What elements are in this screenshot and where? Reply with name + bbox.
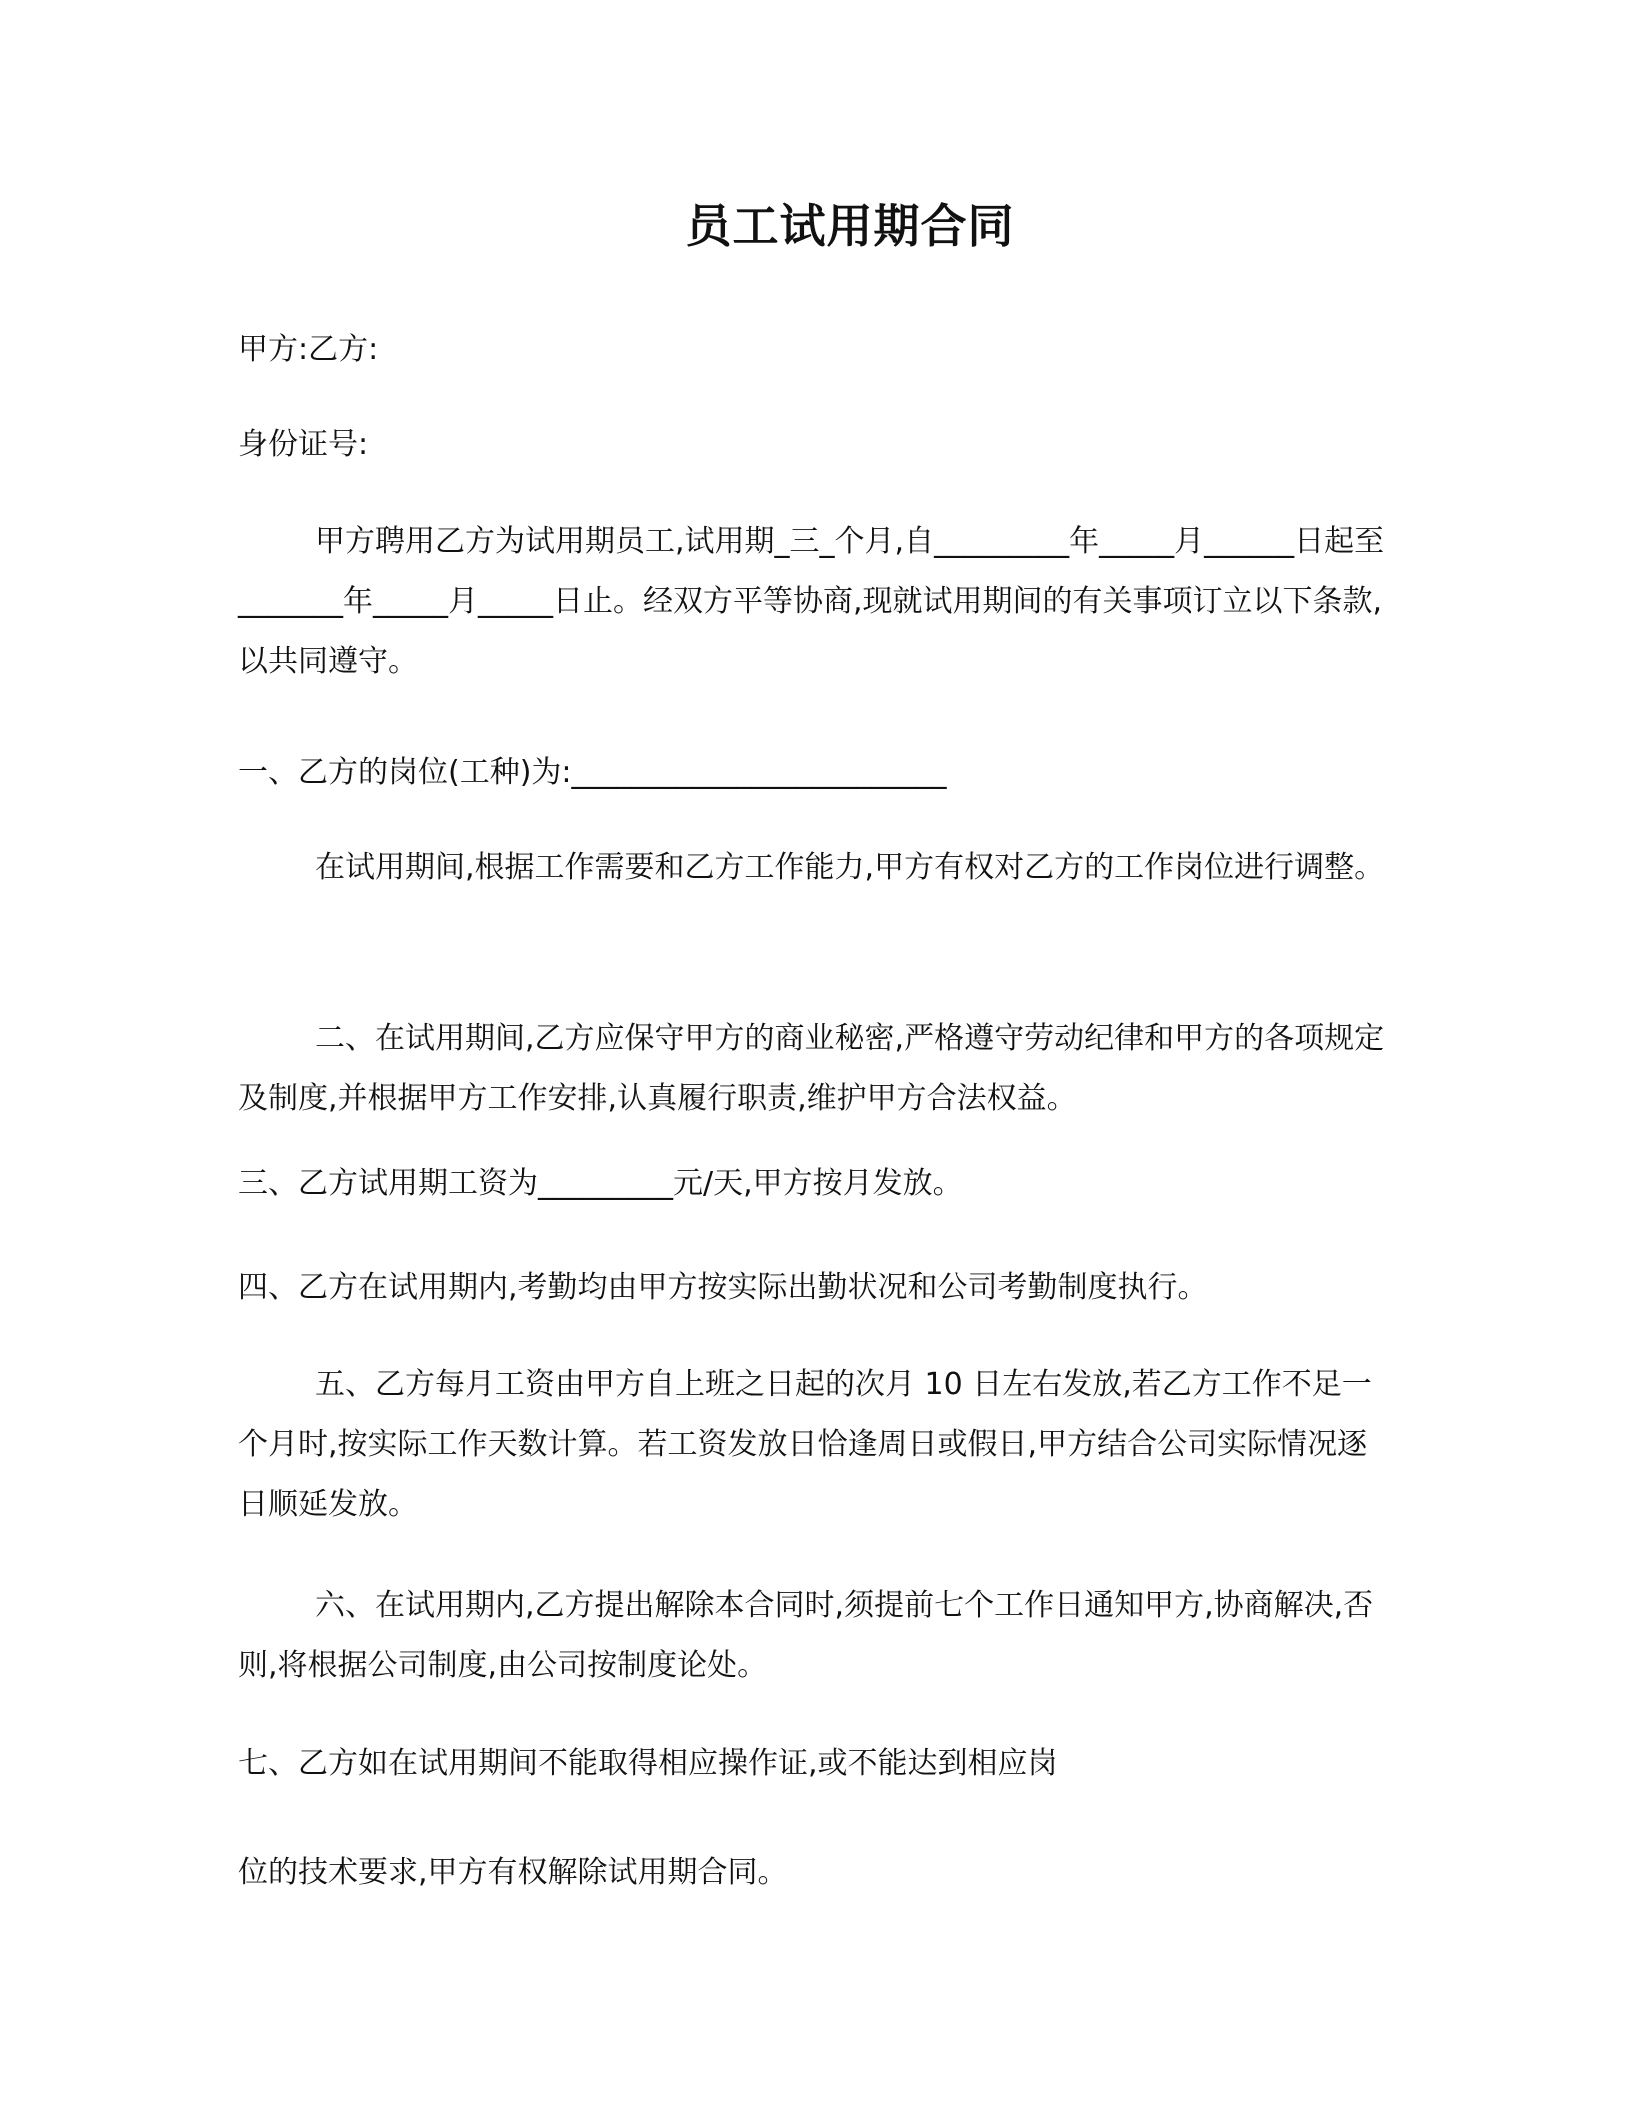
clause-1: 一、乙方的岗位(工种)为:_________________________	[238, 755, 947, 790]
clause-4: 四、乙方在试用期内,考勤均由甲方按实际出勤状况和公司考勤制度执行。	[238, 1270, 1208, 1305]
document-title: 员工试用期合同	[685, 199, 1015, 253]
clause-3: 三、乙方试用期工资为_________元/天,甲方按月发放。	[238, 1166, 963, 1201]
id-number-line: 身份证号:	[238, 427, 369, 462]
clause-6: 六、在试用期内,乙方提出解除本合同时,须提前七个工作日通知甲方,协商解决,否则,将根据公司制度,由公司按制度论处。	[238, 1588, 1374, 1683]
clause-2: 二、在试用期间,乙方应保守甲方的商业秘密,严格遵守劳动纪律和甲方的各项规定及制度,并根据甲方工作安排,认真履行职责,维护甲方合法权益。	[238, 1021, 1385, 1116]
clause-7-line-1: 七、乙方如在试用期间不能取得相应操作证,或不能达到相应岗	[238, 1746, 1058, 1781]
clause-1-note: 在试用期间,根据工作需要和乙方工作能力,甲方有权对乙方的工作岗位进行调整。	[315, 850, 1385, 885]
intro-paragraph: 甲方聘用乙方为试用期员工,试用期_三_个月,自_________年_____月______日起至_______年_____月_____日止。经双方平等协商,现就试用期间的有关事项订立以下条款,以共同遵守。	[238, 524, 1385, 679]
clause-7-line-2: 位的技术要求,甲方有权解除试用期合同。	[238, 1855, 788, 1890]
clause-5: 五、乙方每月工资由甲方自上班之日起的次月 10 日左右发放,若乙方工作不足一个月时,按实际工作天数计算。若工资发放日恰逢周日或假日,甲方结合公司实际情况逐日顺延发放。	[238, 1367, 1372, 1522]
party-line: 甲方:乙方:	[238, 332, 379, 367]
